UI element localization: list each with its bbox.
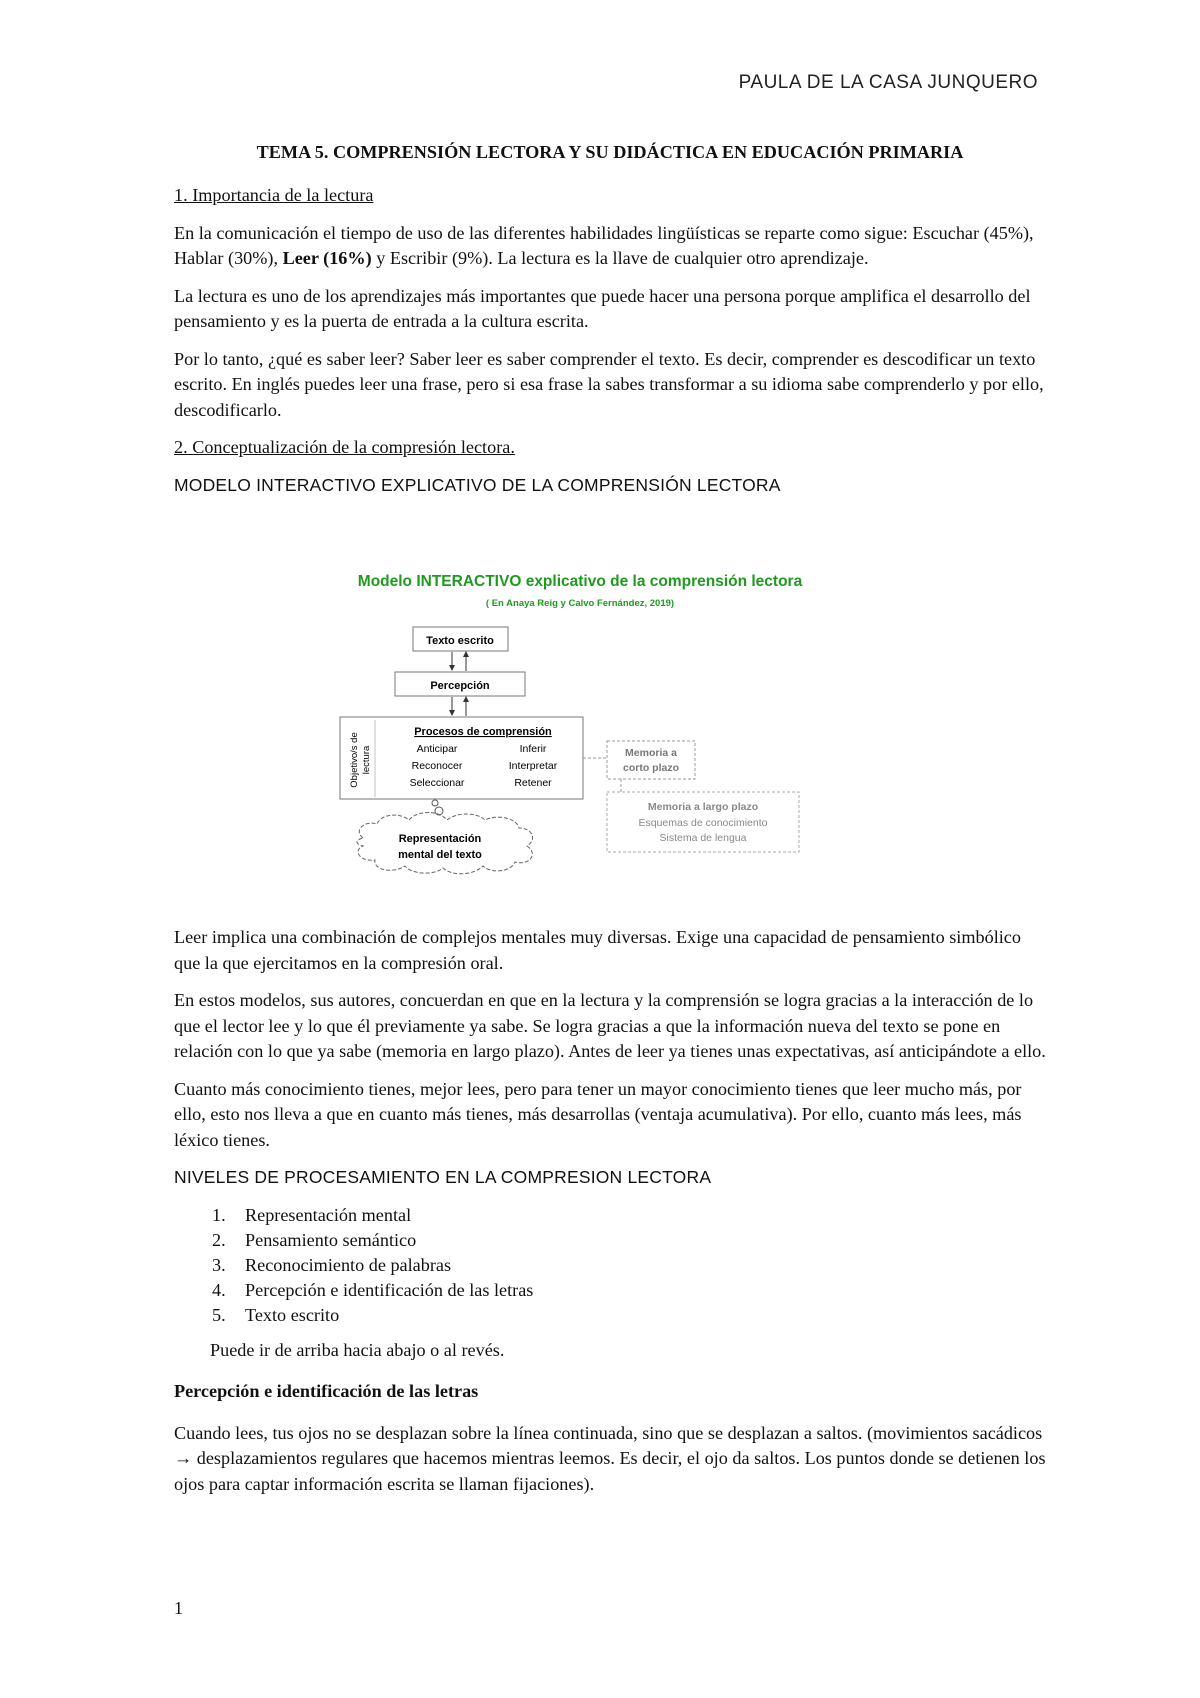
list-number: 1. [212,1204,226,1225]
arrow-up-head [463,696,469,702]
list-text: Representación mental [245,1204,412,1225]
arrow-up-head [463,651,469,657]
section-1-paragraph-2: La lectura es uno de los aprendizajes más importantes que puede hacer una persona porque amplifica el desarrollo del pensamiento y es la puerta de entrada a la cultura escrita. [174,285,1031,331]
perception-heading: Percepción e identificación de las letras [174,1381,479,1401]
representacion-label-2: mental del texto [398,849,482,861]
text-run: y Escribir (9%). La lectura es la llave de cualquier otro aprendizaje. [371,248,869,268]
list-item [174,1253,1046,1278]
interactive-model-diagram [335,570,825,890]
levels-list [174,1203,1046,1328]
section-2-paragraph-1: Leer implica una combinación de complejos mentales muy diversas. Exige una capacidad de pensamiento simbólico que la que ejercitamos en la compresión oral. [174,927,1021,973]
levels-note: Puede ir de arriba hacia abajo o al revés. [210,1339,505,1360]
list-number: 4. [212,1279,226,1300]
objetivos-label-group [349,732,372,787]
arrow-icon: → [174,1448,193,1468]
objetivos-label-1: Objetivo/s de [349,732,360,788]
list-item [174,1228,1046,1253]
proceso-seleccionar: Seleccionar [409,777,465,789]
percepcion-label: Percepción [430,680,490,692]
section-1 [174,183,1046,510]
proceso-reconocer: Reconocer [411,760,463,772]
page-number: 1 [174,1598,183,1618]
list-number: 2. [212,1229,226,1250]
list-text: Texto escrito [245,1304,340,1325]
bold-text: Leer (16%) [282,248,372,268]
section-1-paragraph-1 [174,221,1046,272]
proceso-inferir: Inferir [519,743,547,755]
section-2-body [174,925,1046,1509]
section-1-heading: 1. Importancia de la lectura [174,185,374,205]
list-item [174,1278,1046,1303]
memoria-corto-label-1: Memoria a [625,747,677,759]
memoria-largo-label: Memoria a largo plazo [647,801,759,813]
list-text: Pensamiento semántico [245,1229,417,1250]
section-2-paragraph-3: Cuanto más conocimiento tienes, mejor lees, pero para tener un mayor conocimiento tienes que leer mucho más, por ello, esto nos lleva a que en cuanto más tienes, más desarrollas (ventaja acumulativa). Por ello, cuanto más lees, más léxico tienes. [174,1078,1022,1150]
memoria-corto-label-2: corto plazo [622,762,680,774]
list-item [174,1303,1046,1328]
procesos-title: Procesos de comprensión [414,726,552,738]
list-item [174,1203,1046,1228]
texto-escrito-label: Texto escrito [426,635,494,647]
proceso-interpretar: Interpretar [508,760,558,772]
list-number: 3. [212,1254,226,1275]
arrow-down-head [449,710,455,716]
arrow-down-head [449,665,455,671]
thought-bubble-small [432,800,438,806]
text-run: En la comunicación el tiempo de uso de las diferentes habilidades lingüísticas se reparte como sigue: Escuchar (45%), Hablar (30%), [174,222,1034,268]
model-subheading: MODELO INTERACTIVO EXPLICATIVO DE LA COMPRENSIÓN LECTORA [174,474,781,495]
perception-paragraph [174,1421,1046,1498]
text-run: desplazamientos regulares que hacemos mientras leemos. Es decir, el ojo da saltos. Los puntos donde se detienen los ojos para captar información escrita se llaman fijaciones). [174,1448,1046,1494]
sistema-lengua-label: Sistema de lengua [659,832,747,844]
diagram-title: Modelo INTERACTIVO explicativo de la comprensión lectora [357,573,803,590]
representacion-label-1: Representación [398,833,482,845]
section-2-paragraph-2: En estos modelos, sus autores, concuerdan en que en la lectura y la comprensión se logra gracias a la interacción de lo que el lector lee y lo que él previamente ya sabe. Se logra gracias a que la información nueva del texto se pone en relación con lo que ya sabe (memoria en largo plazo). Antes de leer ya tienes unas expectativas, así anticipándote a ello. [174,990,1046,1061]
section-1-paragraph-3: Por lo tanto, ¿qué es saber leer? Saber leer es saber comprender el texto. Es decir, comprender es descodificar un texto escrito. En inglés puedes leer una frase, pero si esa frase la sabes transformar a su idioma sabe comprenderlo y por ello, descodificarlo. [174,348,1044,420]
esquemas-label: Esquemas de conocimiento [638,817,768,829]
text-run: Cuando lees, tus ojos no se desplazan sobre la línea continuada, sino que se desplazan a saltos. (movimientos sacádicos [174,1422,1043,1443]
proceso-retener: Retener [514,777,552,789]
diagram-subtitle: ( En Anaya Reig y Calvo Fernández, 2019) [485,598,675,609]
document-title: TEMA 5. COMPRENSIÓN LECTORA Y SU DIDÁCTICA EN EDUCACIÓN PRIMARIA [256,142,964,162]
list-text: Percepción e identificación de las letras [245,1279,534,1300]
author-header: PAULA DE LA CASA JUNQUERO [738,72,1038,93]
list-text: Reconocimiento de palabras [245,1254,452,1275]
thought-bubble-medium [435,807,443,815]
proceso-anticipar: Anticipar [416,743,458,755]
objetivos-label-2: lectura [361,745,372,775]
levels-heading: NIVELES DE PROCESAMIENTO EN LA COMPRESION LECTORA [174,1167,712,1187]
list-number: 5. [212,1304,226,1325]
section-2-heading: 2. Conceptualización de la compresión lectora. [174,437,515,457]
